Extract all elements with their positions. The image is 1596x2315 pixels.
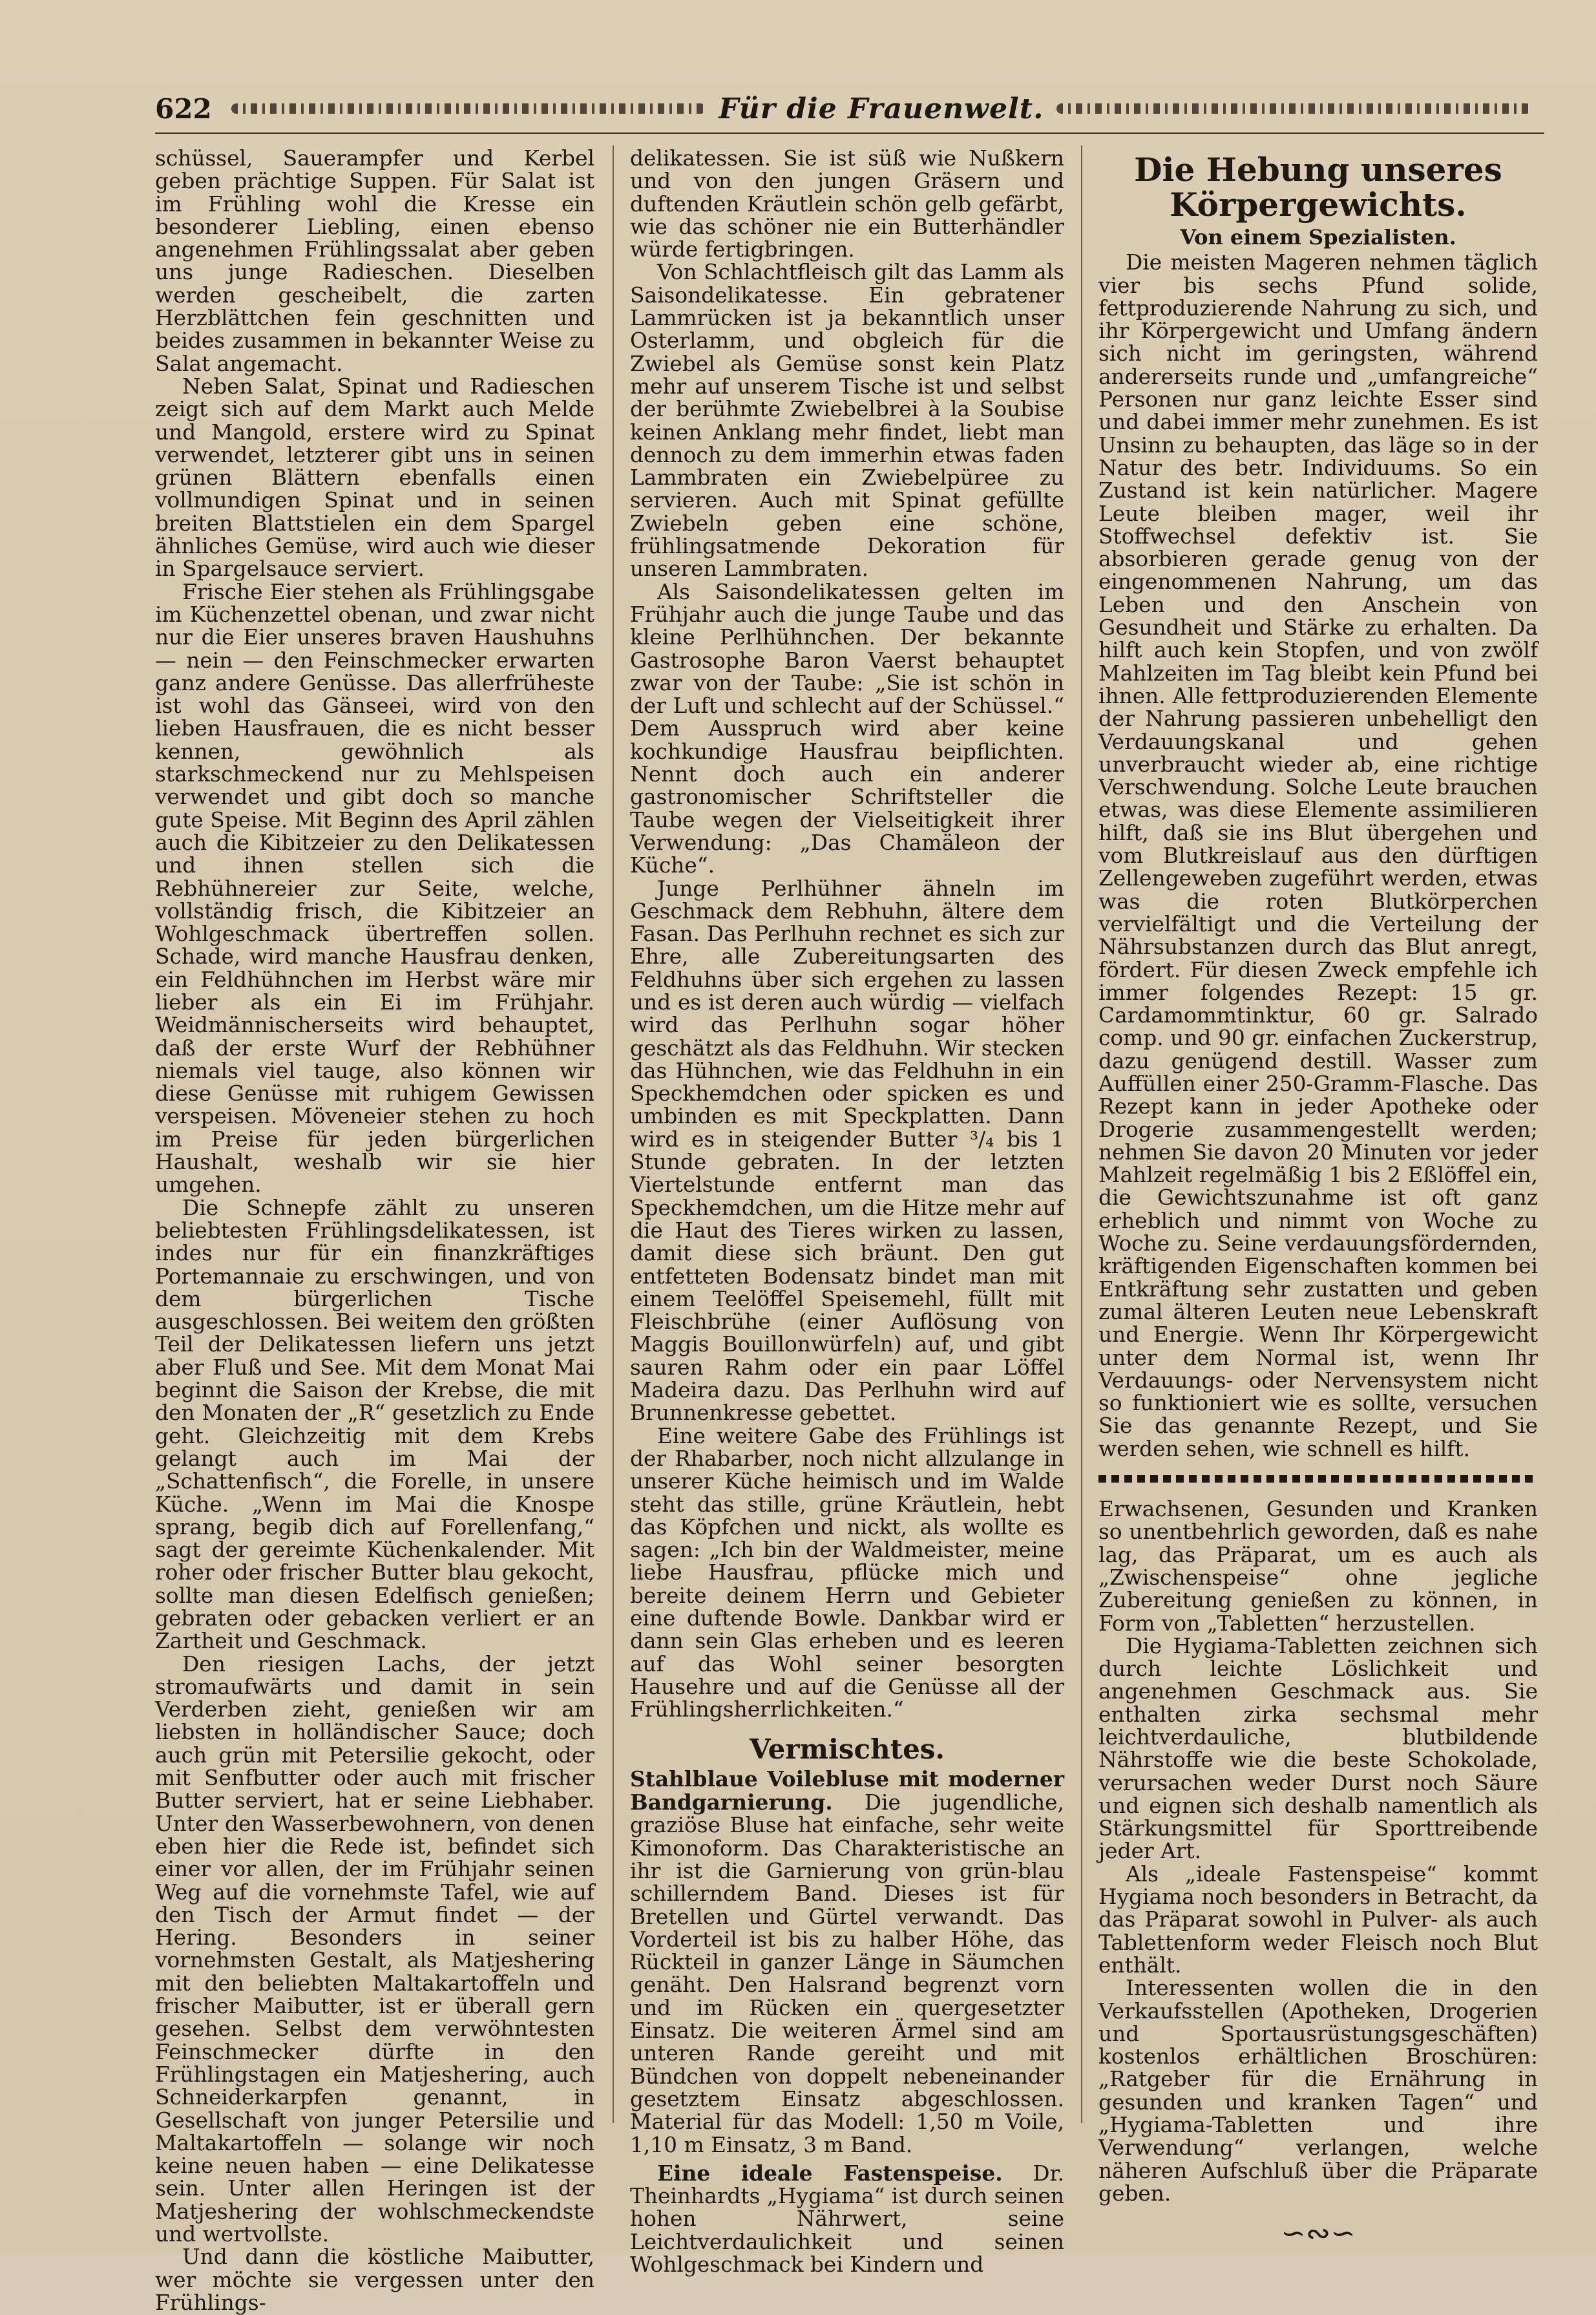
running-title: Für die Frauenwelt. <box>719 92 1044 125</box>
header-ornament-right <box>1056 103 1531 114</box>
dotted-separator <box>1098 1475 1538 1483</box>
paragraph: Junge Perlhühner ähneln im Geschmack dem Rebhuhn, ältere dem Fasan. Das Perlhuhn rechnet es sich zur Ehre, alle Zubereitungsarten des Feldhuhns über sich ergehen zu lassen und es ist deren auch würdig — vielfach wird das Perlhuhn sogar höher geschätzt als das Feldhuhn. Wir stecken das Hühnchen, wie das Feldhuhn in ein Speckhemdchen oder spicken es und umbinden es mit Speckplatten. Dann wird es in steigender Butter ³/₄ bis 1 Stunde gebraten. In der letzten Viertelstunde entfernt man das Speckhemdchen, um die Hitze mehr auf die Haut des Tieres wirken zu lassen, damit diese sich bräunt. Den gut entfetteten Bodensatz bindet man mit einem Teelöffel Speisemehl, füllt mit Fleischbrühe (einer Auflösung von Maggis Bouillonwürfeln) auf, und gibt sauren Rahm oder ein paar Löffel Madeira dazu. Das Perlhuhn wird auf Brunnenkresse gebettet. <box>630 876 1064 1426</box>
header-ornament-left <box>231 103 706 114</box>
paragraph: Als „ideale Fastenspeise“ kommt Hygiama noch besonders in Betracht, da das Präparat sowohl in Pulver- als auch Tablettenform weder Fleisch noch Blut enthält. <box>1098 1861 1538 1978</box>
column-divider <box>1081 145 1082 2123</box>
article-subtitle: Von einem Spezialisten. <box>1180 225 1456 249</box>
item-heading: Stahlblaue Voilebluse mit moderner Bandgarnierung. <box>630 1766 1064 1815</box>
paragraph: Die Hygiama-Tabletten zeichnen sich durch leichte Löslichkeit und angenehmen Geschmack aus. Sie enthalten zirka sechsmal mehr leichtverdauliche, blutbildende Nährstoffe wie die beste Schokolade, verursachen weder Durst noch Säure und eignen sich deshalb namentlich als Stärkungsmittel für Sporttreibende jeder Art. <box>1098 1633 1538 1864</box>
header-rule <box>155 132 1544 134</box>
paragraph: Neben Salat, Spinat und Radieschen zeigt sich auf dem Markt auch Melde und Mangold, erstere wird zu Spinat verwendet, letzterer gibt uns in seinen grünen Blättern ebenfalls einen vollmundigen Spinat und in seinen breiten Blattstielen ein dem Spargel ähnliches Gemüse, wird auch wie dieser in Spargelsauce serviert. <box>155 374 594 582</box>
page-header <box>155 89 1544 128</box>
page-number: 622 <box>155 92 212 125</box>
item-text: Dr. Theinhardts „Hygiama“ ist durch seinen hohen Nährwert, seine Leichtverdaulichkeit und seinen Wohlgeschmack bei Kindern und <box>630 2161 1064 2278</box>
paragraph: Und dann die köstliche Maibutter, wer möchte sie vergessen unter den Frühlings- <box>155 2245 594 2315</box>
column-3 <box>1098 147 1538 2251</box>
paragraph: Die meisten Mageren nehmen täglich vier bis sechs Pfund solide, fettproduzierende Nahrung zu sich, und ihr Körpergewicht und Umfang ändern sich nicht im geringsten, während andererseits runde und „umfangreiche“ Personen nur ganz leichte Esser sind und dabei immer mehr zunehmen. Es ist Unsinn zu behaupten, das läge so in der Natur des betr. Individuums. So ein Zustand ist kein natürlicher. Magere Leute bleiben mager, weil ihr Stoffwechsel defektiv ist. Sie absorbieren gerade genug von der eingenommenen Nahrung, um das Leben und den Anschein von Gesundheit und Stärke zu erhalten. Da hilft auch kein Stopfen, und von zwölf Mahlzeiten im Tag bleibt kein Pfund bei ihnen. Alle fettproduzierenden Elemente der Nahrung passieren unbehelligt den Verdauungskanal und gehen unverbraucht wieder ab, eine richtige Verschwendung. Solche Leute brauchen etwas, was diese Elemente assimilieren hilft, daß sie ins Blut übergehen und vom Blutkreislauf aus den dürftigen Zellengeweben zugeführt werden, etwas was die roten Blutkörperchen vervielfältigt und die Verteilung der Nährsubstanzen durch das Blut anregt, fördert. Für diesen Zweck empfehle ich immer folgendes Rezept: 15 gr. Cardamommtinktur, 60 gr. Salrado comp. und 90 gr. einfachen Zuckerstrup, dazu genügend destill. Wasser zum Auffüllen einer 250-Gramm-Flasche. Das Rezept kann in jeder Apotheke oder Drogerie zusammengestellt werden; nehmen Sie davon 20 Minuten vor jeder Mahlzeit regelmäßig 1 bis 2 Eßlöffel ein, die Gewichtszunahme ist oft ganz erheblich und nimmt von Woche zu Woche zu. Seine verdauungsfördernden, kräftigenden Eigenschaften kommen bei Entkräftung sehr zustatten und geben zumal älteren Leuten neue Lebenskraft und Energie. Wenn Ihr Körpergewicht unter dem Normal ist, wenn Ihr Verdauungs- oder Nervensystem nicht so funktioniert wie es sollte, versuchen Sie das genannte Rezept, und Sie werden sehen, wie schnell es hilft. <box>1098 250 1538 1461</box>
section-title-vermischtes: Vermischtes. <box>749 1733 945 1766</box>
column-divider <box>613 145 614 2123</box>
paragraph: delikatessen. Sie ist süß wie Nußkern und von den jungen Gräsern und duftenden Kräutlein schön gelb gefärbt, wie das schöner nie ein Butterhändler würde fertigbringen. <box>630 146 1064 262</box>
item-text: Die jugendliche, graziöse Bluse hat einfache, sehr weite Kimonoform. Das Charakteristische an ihr ist die Garnierung von grün-blau schillerndem Band. Dieses ist für Bretellen und Gürtel verwandt. Das Vorderteil ist bis zu halber Höhe, das Rückteil in ganzer Länge in Säumchen genäht. Den Halsrand begrenzt vorn und im Rücken ein quergesetzter Einsatz. Die weiteren Ärmel sind am unteren Rande gereiht und mit Bündchen von doppelt nebeneinander gesetztem Einsatz abgeschlossen. Material für das Modell: 1,50 m Voile, 1,10 m Einsatz, 3 m Band. <box>630 1790 1064 2157</box>
paragraph: schüssel, Sauerampfer und Kerbel geben prächtige Suppen. Für Salat ist im Frühling wohl die Kresse ein besonderer Liebling, einen ebenso angenehmen Frühlingssalat aber geben uns junge Radieschen. Dieselben werden gescheibelt, die zarten Herzblättchen fein geschnitten und beides zusammen in bekannter Weise zu Salat angemacht. <box>155 146 594 376</box>
column-2 <box>630 147 1064 2276</box>
column-1 <box>155 147 594 2314</box>
paragraph: Von Schlachtfleisch gilt das Lamm als Saisondelikatesse. Ein gebratener Lammrücken ist ja bekanntlich unser Osterlamm, und obgleich für die Zwiebel als Gemüse sonst kein Platz mehr auf unserem Tische ist und selbst der berühmte Zwiebelbrei à la Soubise keinen Anklang mehr findet, liebt man dennoch zu dem immerhin etwas faden Lammbraten ein Zwiebelpüree zu servieren. Auch mit Spinat gefüllte Zwiebeln geben eine schöne, frühlingsatmende Dekoration für unseren Lammbraten. <box>630 260 1064 582</box>
paragraph: Frische Eier stehen als Frühlingsgabe im Küchenzettel obenan, und zwar nicht nur die Eier unseres braven Haushuhns — nein — den Feinschmecker erwarten ganz andere Genüsse. Das allerfrüheste ist wohl das Gänseei, wird von den lieben Hausfrauen, die es nicht besser kennen, gewöhnlich als starkschmeckend nur zu Mehlspeisen verwendet und gibt doch so manche gute Speise. Mit Beginn des April zählen auch die Kibitzeier zu den Delikatessen und ihnen stellen sich die Rebhühnereier zur Seite, welche, vollständig frisch, die Kibitzeier an Wohlgeschmack übertreffen sollen. Schade, wird manche Hausfrau denken, ein Feldhühnchen im Herbst wäre mir lieber als ein Ei im Frühjahr. Weidmännischerseits wird behauptet, daß der erste Wurf der Rebhühner niemals viel tauge, also können wir diese Genüsse mit ruhigem Gewissen verspeisen. Möveneier stehen zu hoch im Preise für jeden bürgerlichen Haushalt, weshalb wir sie hier umgehen. <box>155 579 594 1198</box>
paragraph: Die Schnepfe zählt zu unseren beliebtesten Frühlingsdelikatessen, ist indes nur für ein finanzkräftiges Portemannaie zu erschwingen, und von dem bürgerlichen Tische ausgeschlossen. Bei weitem den größten Teil der Delikatessen liefern uns jetzt aber Fluß und See. Mit dem Monat Mai beginnt die Saison der Krebse, die mit den Monaten der „R“ gesetzlich zu Ende geht. Gleichzeitig mit dem Krebs gelangt auch im Mai der „Schattenfisch“, die Forelle, in unsere Küche. „Wenn im Mai die Knospe sprang, begib dich auf Forellenfang,“ sagt der gereimte Küchenkalender. Mit roher oder frischer Butter blau gekocht, sollte man diesen Edelfisch genießen; gebraten oder gebacken verliert er an Zartheit und Geschmack. <box>155 1195 595 1654</box>
item-heading: Eine ideale Fastenspeise. <box>657 2160 1003 2186</box>
paragraph: Den riesigen Lachs, der jetzt stromaufwärts und damit in sein Verderben zieht, genießen wir am liebsten in holländischer Sauce; doch auch grün mit Petersilie gekocht, oder mit Senfbutter oder auch mit frischer Butter serviert, hat er seine Liebhaber. Unter den Wasserbewohnern, von denen eben hier die Rede ist, befindet sich einer vor allen, der im Frühjahr seinen Weg auf die vornehmste Tafel, wie auf den Tisch der Armut findet — der Hering. Besonders in seiner vornehmsten Gestalt, als Matjeshering mit den beliebten Maltakartoffeln und frischer Maibutter, ist er überall gern gesehen. Selbst dem verwöhntesten Feinschmecker dürfte in den Frühlingstagen ein Matjeshering, auch Schneiderkarpfen genannt, in Gesellschaft von junger Petersilie und Maltakartoffeln — solange wir noch keine neuen haben — eine Delikatesse sein. Unter allen Heringen ist der Matjeshering der wohlschmeckendste und wertvollste. <box>155 1651 594 2247</box>
end-ornament: ∽∾∽ <box>1281 2215 1356 2251</box>
paragraph: Erwachsenen, Gesunden und Kranken so unentbehrlich geworden, daß es nahe lag, das Präparat, um es auch als „Zwischenspeise“ ohne jegliche Zubereitung genießen zu können, in Form von „Tabletten“ herzustellen. <box>1098 1497 1538 1636</box>
article-title: Die Hebung unseres Körpergewichts. <box>1134 151 1502 224</box>
paragraph: Eine weitere Gabe des Frühlings ist der Rhabarber, noch nicht allzulange in unserer Küche heimisch und im Walde steht das stille, grüne Kräutlein, hebt das Köpfchen und nickt, als wollte es sagen: „Ich bin der Waldmeister, meine liebe Hausfrau, pflücke mich und bereite deinem Herrn und Gebieter eine duftende Bowle. Dankbar wird er dann sein Glas erheben und es leeren auf das Wohl seiner besorgten Hausehre und auf die Genüsse all der Frühlingsherrlichkeiten.“ <box>630 1423 1064 1722</box>
paragraph: Interessenten wollen die in den Verkaufsstellen (Apotheken, Drogerien und Sportausrüstungsgeschäften) kostenlos erhältlichen Broschüren: „Ratgeber für die Ernährung in gesunden und kranken Tagen“ und „Hygiama-Tabletten und ihre Verwendung“ verlangen, welche näheren Aufschluß über die Präparate geben. <box>1098 1976 1538 2206</box>
paragraph: Als Saisondelikatessen gelten im Frühjahr auch die junge Taube und das kleine Perlhühnchen. Der bekannte Gastrosophe Baron Vaerst behauptet zwar von der Taube: „Sie ist schön in der Luft und schlecht auf der Schüssel.“ Dem Ausspruch wird aber keine kochkundige Hausfrau beipflichten. Nennt doch auch ein anderer gastronomischer Schriftsteller die Taube wegen der Vielseitigkeit ihrer Verwendung: „Das Chamäleon der Küche“. <box>630 579 1064 878</box>
